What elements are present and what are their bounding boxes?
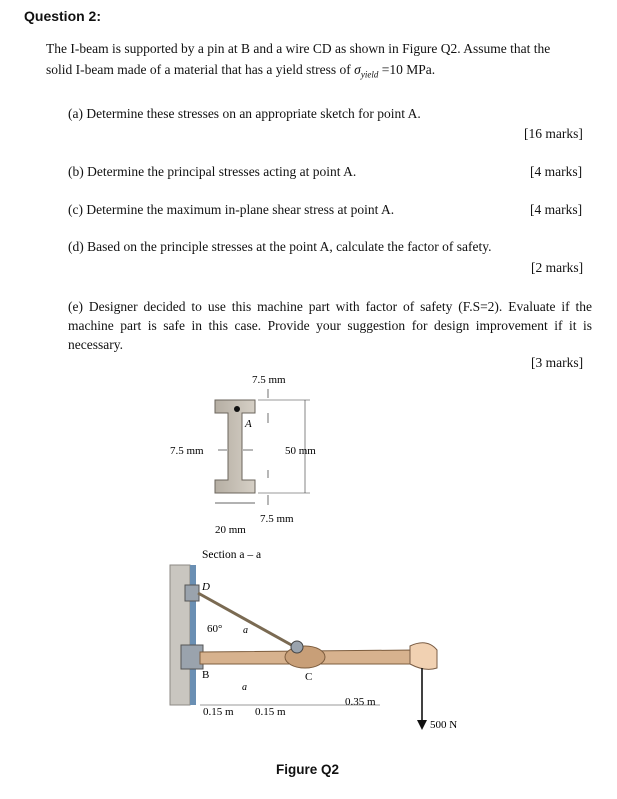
dim-2: 0.15 m: [255, 706, 286, 718]
label-d: D: [202, 581, 210, 593]
ibeam-shape: [215, 400, 255, 493]
assembly-diagram: [165, 560, 465, 740]
part-e-text: (e) Designer decided to use this machine part with factor of safety (F.S=2). Evaluate if the machine part is safe in this case. Provide your suggestion for design improvement if it is necessary.: [68, 299, 592, 352]
dim-height: 50 mm: [285, 445, 316, 457]
part-d-text: (d) Based on the principle stresses at the point A, calculate the factor of safety.: [68, 239, 492, 254]
point-a-label: A: [245, 418, 252, 430]
sigma-symbol: σ: [354, 62, 361, 77]
part-a-marks: [16 marks]: [524, 126, 583, 141]
question-intro: [46, 38, 594, 86]
label-angle: 60°: [207, 623, 223, 635]
hand-icon: [410, 643, 437, 670]
ibeam-section-diagram: [160, 365, 380, 565]
intro-line-2-pre: solid I-beam made of a material that has a yield stress of: [46, 62, 351, 77]
pin-c: [291, 641, 303, 653]
point-a-marker: [234, 406, 240, 412]
wire-cd: [198, 593, 295, 647]
part-d-marks: [2 marks]: [531, 260, 584, 275]
section-title: Section a – a: [202, 549, 262, 561]
part-b-marks: [4 marks]: [530, 164, 583, 179]
figure-caption: Figure Q2: [276, 762, 340, 777]
section-mark-bottom: a: [242, 682, 247, 693]
section-mark-top: a: [243, 625, 248, 636]
intro-line-2-post: =10 MPa.: [381, 62, 436, 77]
question-title: Question 2:: [24, 8, 102, 24]
part-c-marks: [4 marks]: [530, 202, 583, 217]
part-b-text: (b) Determine the principal stresses acting at point A.: [68, 164, 357, 179]
dim-web: 7.5 mm: [170, 445, 204, 457]
intro-line-1: The I-beam is supported by a pin at B and a wire CD as shown in Figure Q2. Assume that the: [46, 41, 551, 56]
label-b: B: [202, 669, 210, 681]
part-c-text: (c) Determine the maximum in-plane shear stress at point A.: [68, 202, 395, 217]
part-e-marks: [3 marks]: [531, 355, 584, 370]
dim-bottom-flange: 7.5 mm: [260, 513, 294, 525]
dim-width: 20 mm: [215, 524, 246, 536]
dim-top-flange: 7.5 mm: [252, 374, 286, 386]
sigma-subscript: yield: [360, 69, 379, 80]
load-label: 500 N: [430, 719, 458, 731]
label-c: C: [305, 671, 313, 683]
support-d: [185, 585, 199, 601]
dim-3: 0.35 m: [345, 696, 376, 708]
part-a-text: (a) Determine these stresses on an appropriate sketch for point A.: [68, 106, 421, 121]
dim-1: 0.15 m: [203, 706, 234, 718]
